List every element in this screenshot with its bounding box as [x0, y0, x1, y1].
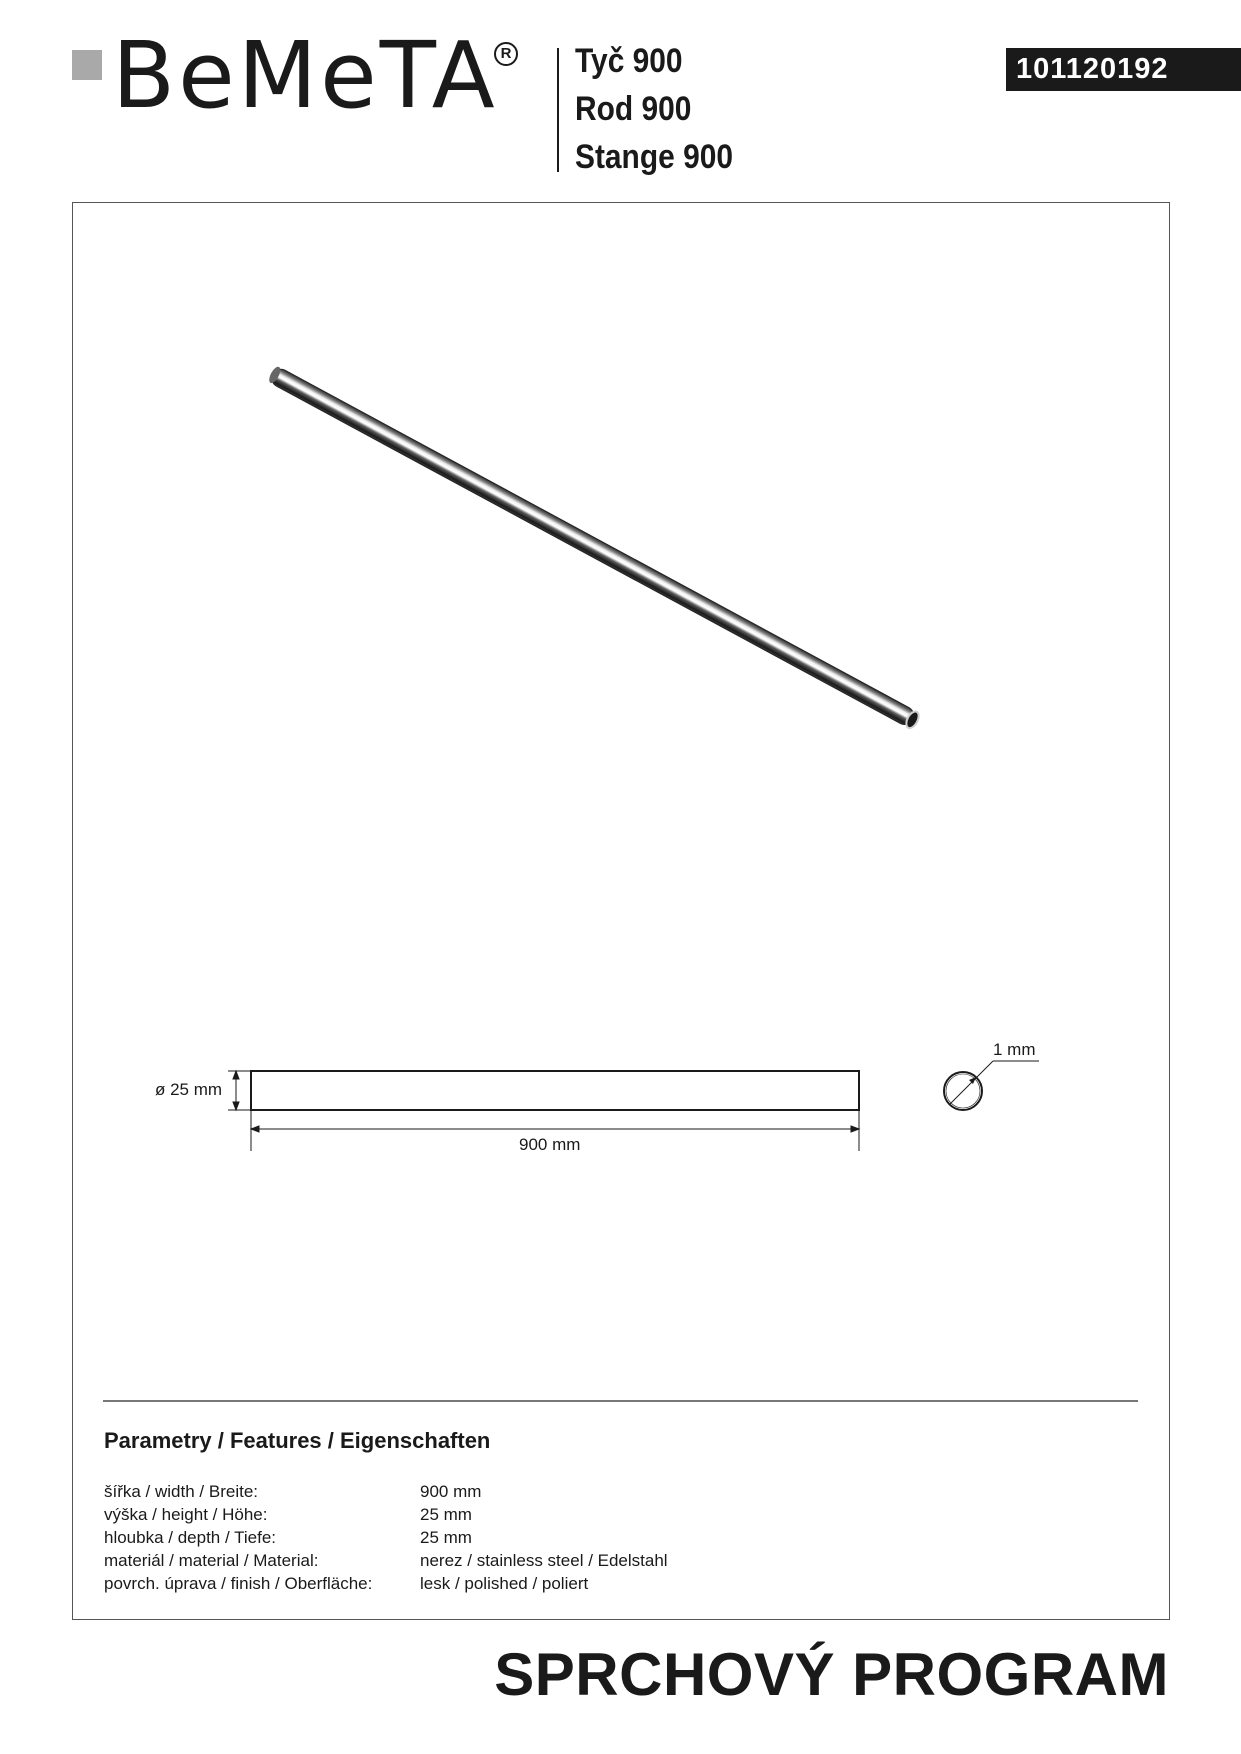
wall-thickness-label: 1 mm	[993, 1040, 1036, 1059]
registered-mark: R	[494, 42, 518, 66]
spec-label: výška / height / Höhe:	[104, 1505, 268, 1524]
spec-value: 25 mm	[420, 1505, 472, 1524]
program-title: SPRCHOVÝ PROGRAM	[494, 1641, 1169, 1708]
spec-label: povrch. úprava / finish / Oberfläche:	[104, 1574, 373, 1593]
product-title-de: Stange 900	[575, 138, 733, 176]
features-divider	[103, 1400, 1138, 1402]
length-label: 900 mm	[519, 1135, 581, 1154]
spec-label: šířka / width / Breite:	[104, 1482, 258, 1501]
features-heading: Parametry / Features / Eigenschaften	[104, 1428, 491, 1453]
product-title-en: Rod 900	[575, 90, 692, 128]
spec-label: hloubka / depth / Tiefe:	[104, 1528, 277, 1547]
product-title-cz: Tyč 900	[575, 42, 683, 80]
spec-value: 25 mm	[420, 1528, 472, 1547]
rod-side-view	[251, 1071, 859, 1110]
diameter-dimension	[228, 1071, 251, 1110]
spec-value: lesk / polished / poliert	[420, 1574, 589, 1593]
brand-logo: BeMeTA	[112, 22, 498, 129]
spec-value: nerez / stainless steel / Edelstahl	[420, 1551, 668, 1570]
product-code-badge: 101120192	[1006, 48, 1241, 91]
rod-cross-section	[944, 1061, 1039, 1110]
diameter-label: ø 25 mm	[155, 1080, 223, 1099]
rod-product-image	[267, 365, 921, 730]
spec-value: 900 mm	[420, 1482, 482, 1501]
spec-label: materiál / material / Material:	[104, 1551, 319, 1570]
